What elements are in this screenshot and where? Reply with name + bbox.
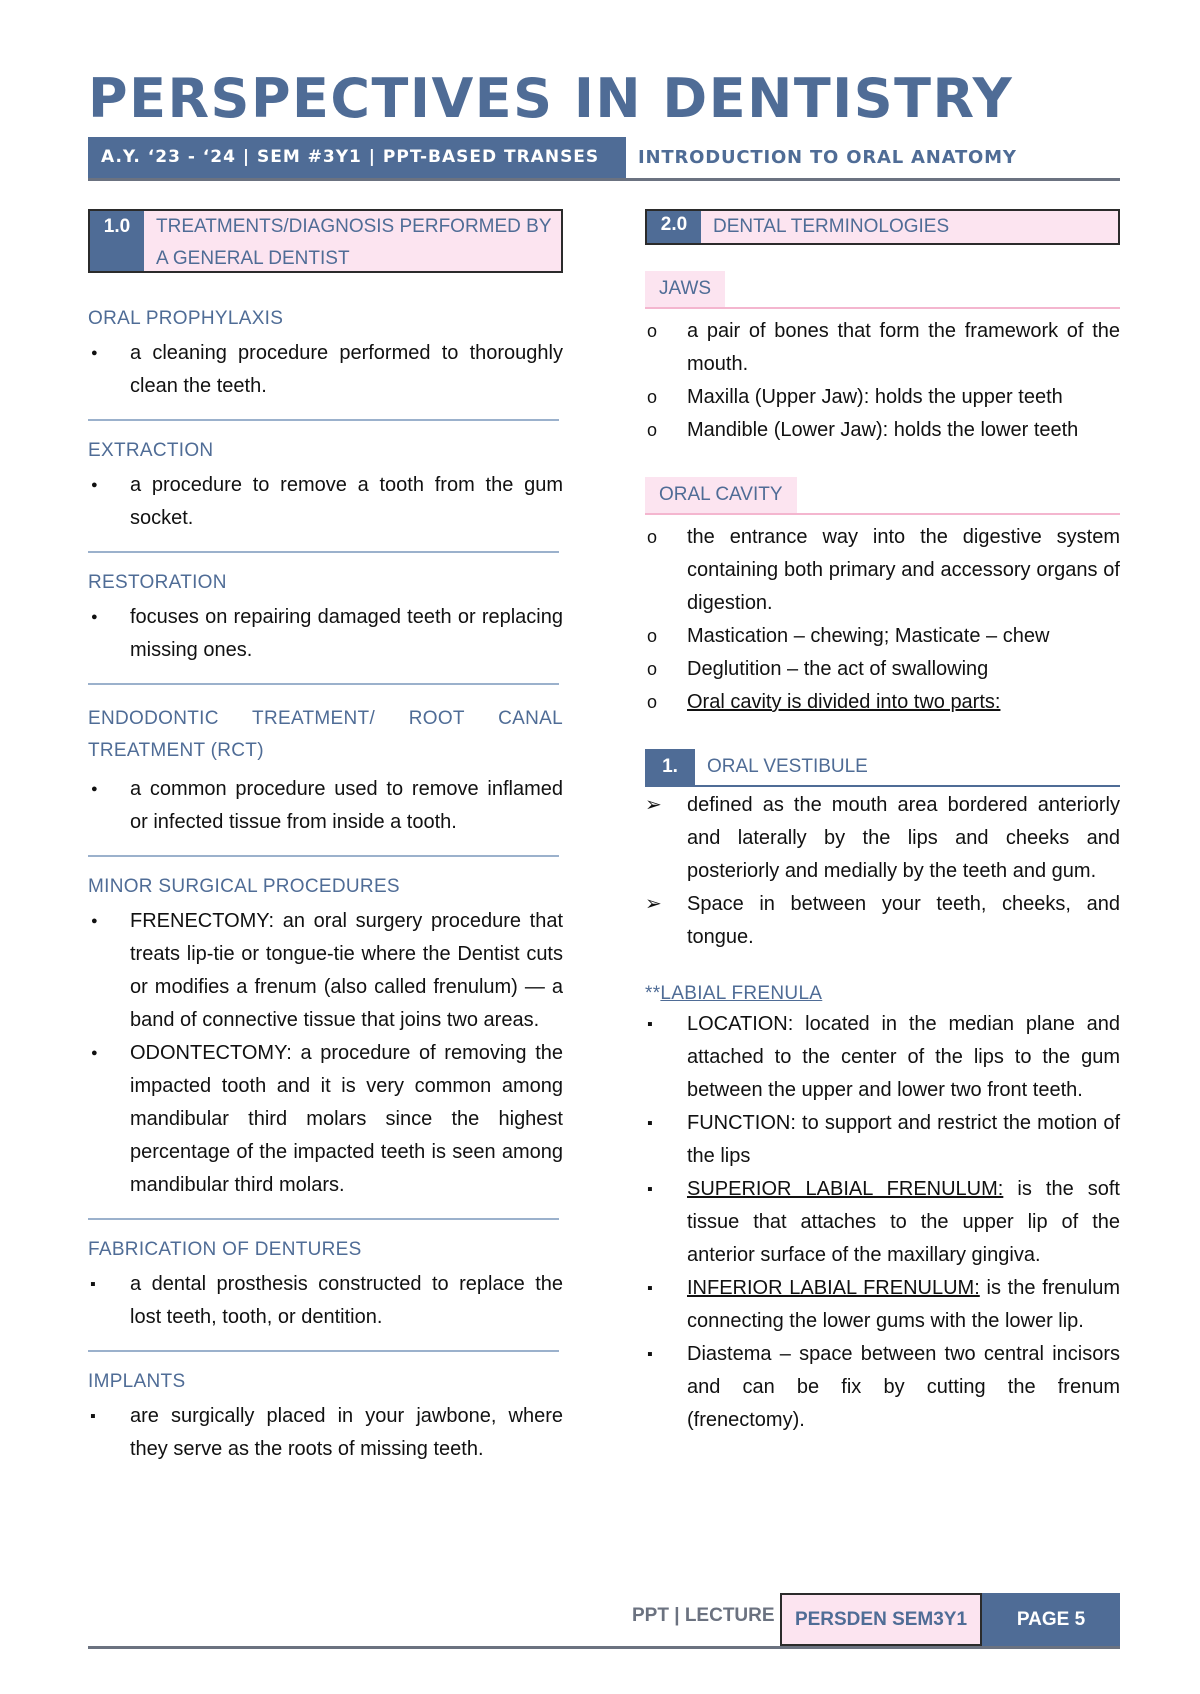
footer-type: PPT | LECTURE (632, 1605, 775, 1626)
topic-title: INTRODUCTION TO ORAL ANATOMY (638, 147, 1017, 168)
page-number: PAGE 5 (982, 1593, 1120, 1646)
oral-vestibule-heading (645, 749, 1120, 787)
list-item: o the entrance way into the digestive system containing both primary and accessory organs of digestion. (645, 521, 1120, 620)
list-item: ▪ Diastema – space between two central incisors and can be fix by cutting the frenum (frenectomy). (645, 1338, 1120, 1437)
treatment-heading: RESTORATION (88, 572, 227, 593)
oral-cavity-list (645, 521, 1120, 719)
list-item (645, 1008, 1120, 1107)
superior-text: is the soft tissue that attaches to the upper lip of the anterior surface of the maxillary gingiva. (687, 1178, 1120, 1266)
treatment-heading: FABRICATION OF DENTURES (88, 1239, 362, 1260)
treatment-heading: EXTRACTION (88, 440, 214, 461)
divider (88, 551, 559, 553)
divider (88, 683, 559, 685)
list-item: ● a cleaning procedure performed to thoroughly clean the teeth. (88, 337, 563, 403)
inferior-text: is the frenulum connecting the lower gums with the lower lip. (687, 1277, 1121, 1332)
section-1-header (88, 209, 563, 273)
list-item: ● focuses on repairing damaged teeth or replacing missing ones. (88, 601, 563, 667)
treatment-heading: IMPLANTS (88, 1371, 186, 1392)
location-text: located in the median plane and attached to the center of the lips to the gum between the upper and lower two front teeth. (687, 1013, 1121, 1101)
divider (88, 1218, 559, 1220)
list-item: ▪ are surgically placed in your jawbone, where they serve as the roots of missing teeth. (88, 1400, 563, 1466)
list-item: ● a common procedure used to remove inflamed or infected tissue from inside a tooth. (88, 773, 563, 839)
footer-course: PERSDEN SEM3Y1 (780, 1593, 982, 1646)
jaws-heading (645, 271, 1120, 309)
list-item: o a pair of bones that form the framework of the mouth. (645, 315, 1120, 381)
treatment-heading: ORAL PROPHYLAXIS (88, 308, 284, 329)
list-item: ● ODONTECTOMY: a procedure of removing the impacted tooth and it is very common among mandibular third molars since the highest percentage of the impacted teeth is seen among mandibular third molars. (88, 1037, 563, 1202)
treatment-list (88, 601, 563, 667)
inferior-label: INFERIOR LABIAL FRENULUM: (687, 1277, 980, 1299)
treatment-list (88, 1400, 563, 1466)
list-item (645, 1107, 1120, 1173)
section-title: DENTAL TERMINOLOGIES (701, 211, 1118, 243)
list-item: ● FRENECTOMY: an oral surgery procedure that treats lip-tie or tongue-tie where the Dentist cuts or modifies a frenum (also called frenulum) — a band of connective tissue that joins two areas. (88, 905, 563, 1037)
treatment-list (88, 337, 563, 403)
oral-cavity-parts-note: Oral cavity is divided into two parts: (687, 691, 1001, 713)
labial-frenula-heading (645, 982, 1120, 1006)
oral-cavity-heading-label: ORAL CAVITY (645, 477, 797, 513)
location-label: LOCATION: (687, 1013, 794, 1035)
divider (88, 855, 559, 857)
page-footer (88, 1593, 1120, 1649)
section-title: TREATMENTS/DIAGNOSIS PERFORMED BY A GENERAL DENTIST (144, 211, 561, 271)
labial-list (645, 1008, 1120, 1437)
course-info: A.Y. ‘23 - ‘24 | SEM #3Y1 | PPT-BASED TRANSES (88, 137, 626, 178)
list-item: ● a procedure to remove a tooth from the gum socket. (88, 469, 563, 535)
subsection-title: ORAL VESTIBULE (707, 756, 868, 777)
treatment-list (88, 1268, 563, 1334)
labial-prefix: ** (645, 983, 661, 1004)
divider (88, 419, 559, 421)
oral-cavity-heading (645, 477, 1120, 515)
list-item: ➢ defined as the mouth area bordered anteriorly and laterally by the lips and cheeks and posteriorly and medially by the teeth and gum. (645, 789, 1120, 888)
subtitle-bar (88, 137, 1120, 181)
jaws-list (645, 315, 1120, 447)
superior-label: SUPERIOR LABIAL FRENULUM: (687, 1178, 1004, 1200)
section-number: 1.0 (90, 211, 144, 271)
left-column (88, 209, 563, 1466)
treatment-list (88, 469, 563, 535)
divider (88, 1350, 559, 1352)
right-column (645, 209, 1120, 1437)
vestibule-list (645, 789, 1120, 954)
jaws-heading-label: JAWS (645, 271, 725, 307)
list-item: ➢ Space in between your teeth, cheeks, and tongue. (645, 888, 1120, 954)
list-item: o Deglutition – the act of swallowing (645, 653, 1120, 686)
treatment-list (88, 773, 563, 839)
list-item: ▪ a dental prosthesis constructed to replace the lost teeth, tooth, or dentition. (88, 1268, 563, 1334)
list-item: o Mastication – chewing; Masticate – chew (645, 620, 1120, 653)
subsection-number: 1. (645, 749, 695, 785)
list-item: o Mandible (Lower Jaw): holds the lower teeth (645, 414, 1120, 447)
list-item: o Maxilla (Upper Jaw): holds the upper teeth (645, 381, 1120, 414)
labial-heading-label: LABIAL FRENULA (660, 983, 823, 1004)
list-item (645, 686, 1120, 719)
treatment-heading: ENDODONTIC TREATMENT/ ROOT CANAL TREATMENT (RCT) (88, 708, 563, 761)
section-number: 2.0 (647, 211, 701, 243)
list-item (645, 1272, 1120, 1338)
treatment-heading: MINOR SURGICAL PROCEDURES (88, 876, 400, 897)
treatment-list (88, 905, 563, 1202)
function-label: FUNCTION: (687, 1112, 796, 1134)
page-title: PERSPECTIVES IN DENTISTRY (88, 67, 1014, 130)
list-item (645, 1173, 1120, 1272)
section-2-header (645, 209, 1120, 245)
function-text: to support and restrict the motion of the lips (687, 1112, 1120, 1167)
